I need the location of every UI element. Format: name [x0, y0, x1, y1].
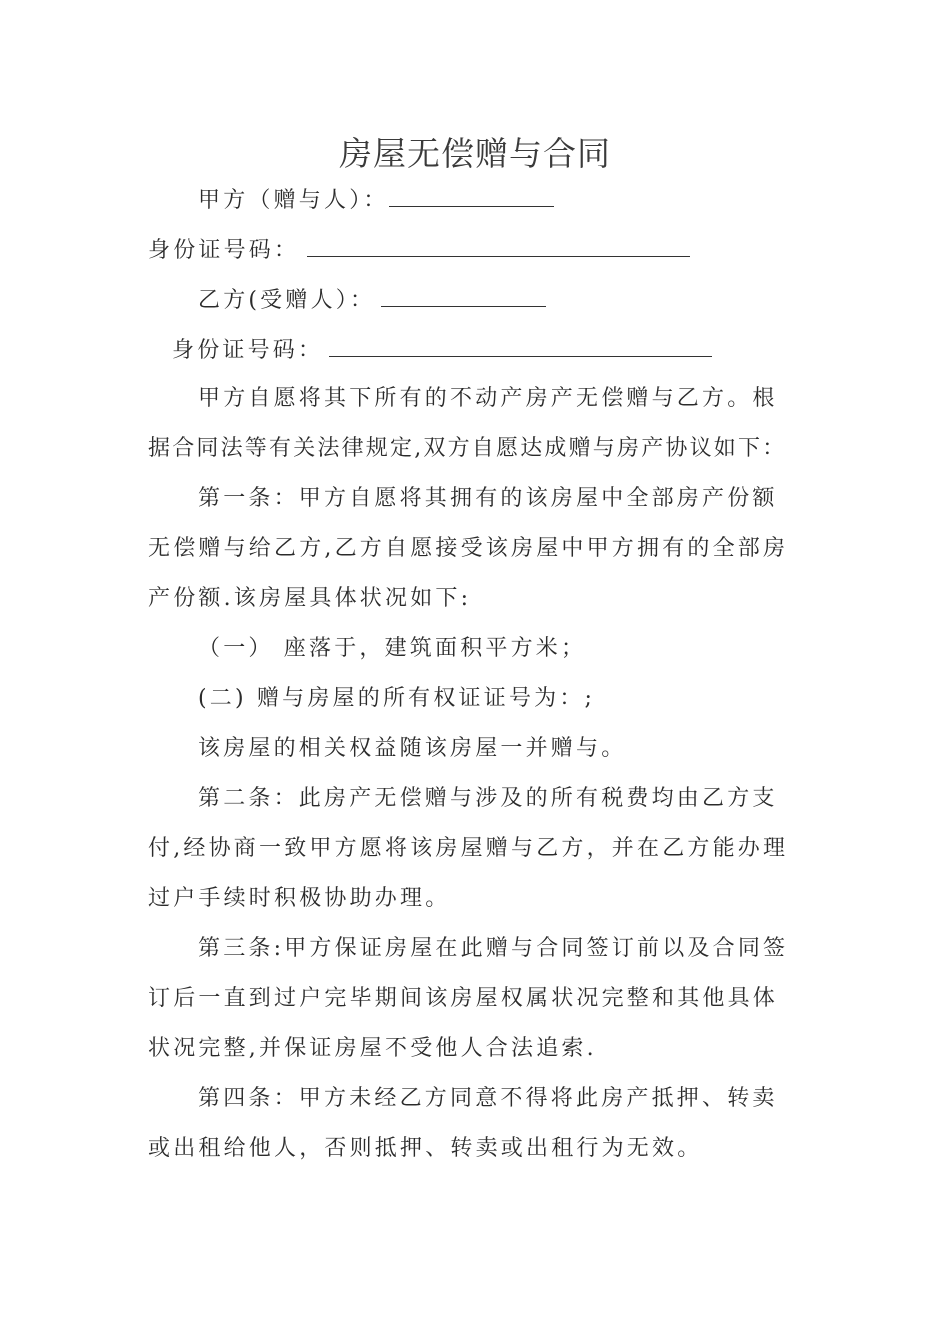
article-3-line-2: 订后一直到过户完毕期间该房屋权属状况完整和其他具体 — [148, 986, 779, 1011]
article-3-line-1: 第三条:甲方保证房屋在此赠与合同签订前以及合同签 — [198, 936, 789, 961]
article-4-line-1: 第四条：甲方未经乙方同意不得将此房产抵押、转卖 — [198, 1086, 778, 1111]
rights-line: 该房屋的相关权益随该房屋一并赠与。 — [198, 736, 627, 761]
party-b-blank[interactable] — [381, 284, 546, 307]
article-3-line-3: 状况完整,并保证房屋不受他人合法追索. — [148, 1036, 597, 1061]
party-b-label: 乙方(受赠人）： — [198, 288, 376, 313]
id-line-2 — [172, 334, 852, 366]
party-a-blank[interactable] — [389, 184, 554, 207]
id-blank-1[interactable] — [307, 234, 690, 257]
party-b-line — [198, 284, 878, 316]
article-1-line-2: 无偿赠与给乙方,乙方自愿接受该房屋中甲方拥有的全部房 — [148, 536, 789, 561]
id-label-1: 身份证号码： — [148, 238, 300, 263]
article-2-line-2: 付,经协商一致甲方愿将该房屋赠与乙方，并在乙方能办理 — [148, 836, 789, 861]
article-4-line-2: 或出租给他人，否则抵押、转卖或出租行为无效。 — [148, 1136, 703, 1161]
article-1-line-3: 产份额.该房屋具体状况如下: — [148, 586, 472, 611]
id-blank-2[interactable] — [329, 334, 712, 357]
id-label-2: 身份证号码： — [172, 338, 324, 363]
item-2: (二) 赠与房屋的所有权证证号为：; — [198, 686, 596, 711]
article-2-line-1: 第二条：此房产无偿赠与涉及的所有税费均由乙方支 — [198, 786, 778, 811]
article-2-line-3: 过户手续时积极协助办理。 — [148, 886, 451, 911]
party-a-label: 甲方（赠与人）： — [198, 188, 389, 213]
party-a-line — [198, 184, 878, 216]
item-1: （一） 座落于，建筑面积平方米； — [198, 636, 587, 661]
intro-line-2: 据合同法等有关法律规定,双方自愿达成赠与房产协议如下： — [148, 436, 787, 461]
document-title: 房屋无偿赠与合同 — [339, 134, 611, 173]
intro-line-1: 甲方自愿将其下所有的不动产房产无偿赠与乙方。根 — [198, 386, 778, 411]
article-1-line-1: 第一条：甲方自愿将其拥有的该房屋中全部房产份额 — [198, 486, 778, 511]
id-line-1 — [148, 234, 828, 266]
